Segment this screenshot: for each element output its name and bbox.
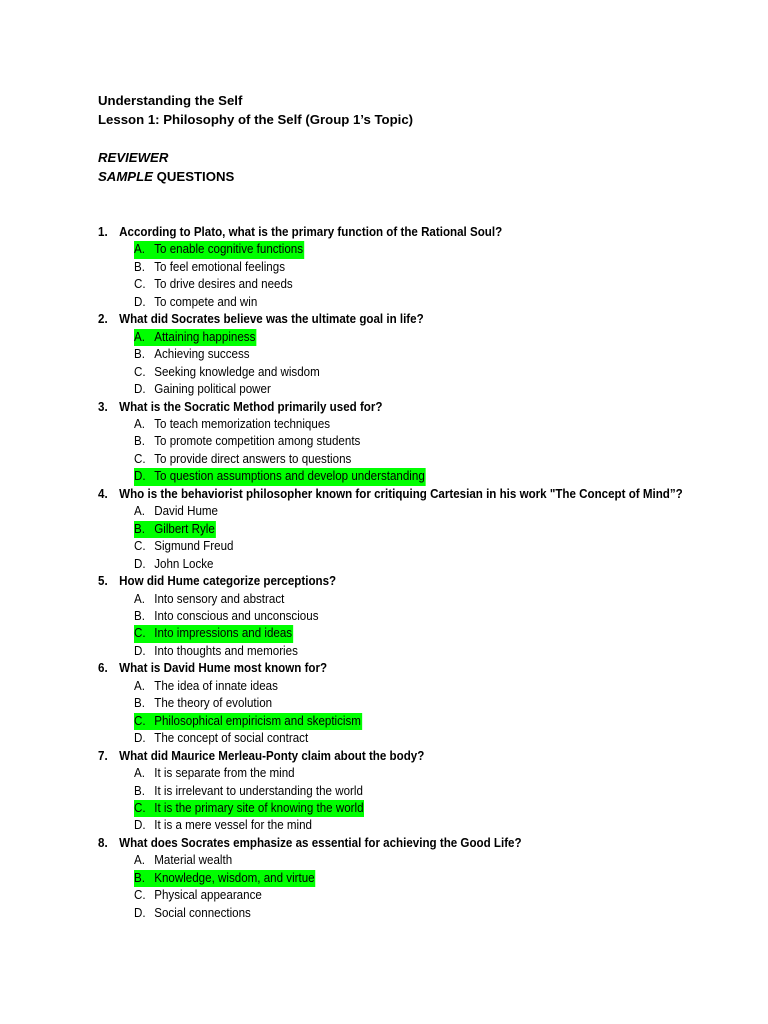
question-item [98,748,738,835]
answer-option-highlighted [134,521,690,538]
option-letter: D. [134,905,146,920]
answer-content [134,556,214,573]
answer-content [134,276,293,293]
question-stem [98,660,687,677]
header-spacer [98,129,413,148]
answer-option-highlighted [134,329,690,346]
question-text: What is the Socratic Method primarily used for? [119,399,383,414]
option-text: It is separate from the mind [154,766,295,781]
option-text: It is a mere vessel for the mind [154,818,313,833]
answer-option [134,730,690,747]
option-text: To feel emotional feelings [154,259,285,274]
answer-option [134,887,690,904]
option-text: Gilbert Ryle [154,521,215,536]
answer-option [134,381,690,398]
answer-content [134,591,284,608]
question-text: How did Hume categorize perceptions? [119,574,337,589]
answer-option [134,276,690,293]
question-number: 3. [98,399,108,414]
answer-option-highlighted [134,870,690,887]
question-list [98,224,738,922]
answer-option [134,905,690,922]
course-title: Understanding the Self [98,93,243,108]
answer-highlight [134,713,362,730]
option-text: The theory of evolution [154,696,273,711]
answer-option [134,538,690,555]
option-text: Attaining happiness [154,329,256,344]
option-letter: A. [134,329,145,344]
option-text: To provide direct answers to questions [154,451,352,466]
answer-content [134,381,271,398]
document-header [98,91,413,186]
option-letter: C. [134,713,146,728]
question-stem [98,748,687,765]
reviewer-label [98,148,413,167]
question-number: 5. [98,574,108,589]
answer-option [134,259,690,276]
answer-option [134,591,690,608]
answer-content [134,783,363,800]
option-text: The concept of social contract [154,731,309,746]
answer-content [134,346,250,363]
option-text: Sigmund Freud [154,539,234,554]
answer-option [134,643,690,660]
question-item [98,835,738,922]
answer-option [134,765,690,782]
answer-highlight [134,468,426,485]
option-letter: A. [134,853,145,868]
answer-options [98,591,738,661]
option-text: The idea of innate ideas [154,678,278,693]
question-item [98,399,738,486]
question-text: What does Socrates emphasize as essential for achieving the Good Life? [119,835,522,850]
question-item [98,573,738,660]
answer-content [134,817,312,834]
option-letter: A. [134,504,145,519]
answer-highlight [134,800,364,817]
answer-option [134,556,690,573]
option-letter: B. [134,259,145,274]
answer-content [134,730,308,747]
answer-option [134,433,690,450]
answer-content [134,643,298,660]
answer-content [134,905,251,922]
answer-highlight [134,625,293,642]
option-text: To promote competition among students [154,434,361,449]
answer-content [134,416,330,433]
option-text: Achieving success [154,347,250,362]
question-text: What is David Hume most known for? [119,661,328,676]
option-letter: C. [134,364,146,379]
answer-option [134,783,690,800]
answer-option [134,608,690,625]
answer-content [134,364,320,381]
option-text: It is irrelevant to understanding the world [154,783,363,798]
question-item [98,486,738,573]
answer-content [134,678,278,695]
answer-option [134,346,690,363]
option-letter: B. [134,783,145,798]
option-text: Seeking knowledge and wisdom [154,364,320,379]
lesson-title: Lesson 1: Philosophy of the Self (Group 1’s Topic) [98,112,414,127]
questions-word: QUESTIONS [152,169,235,184]
option-letter: A. [134,242,145,257]
answer-highlight [134,241,304,258]
option-letter: D. [134,469,146,484]
question-stem [98,486,687,503]
sample-questions-label [98,167,413,186]
answer-option [134,817,690,834]
option-text: Into thoughts and memories [154,643,298,658]
option-letter: C. [134,888,146,903]
option-text: Social connections [154,905,251,920]
question-number: 8. [98,835,108,850]
answer-options [98,329,738,399]
answer-content [134,765,295,782]
option-letter: C. [134,626,146,641]
answer-highlight [134,870,316,887]
question-item [98,660,738,747]
answer-option [134,852,690,869]
question-text: What did Maurice Merleau-Ponty claim about the body? [119,748,425,763]
answer-content [134,503,218,520]
answer-options [98,678,738,748]
answer-option-highlighted [134,625,690,642]
option-text: David Hume [154,504,218,519]
question-number: 4. [98,486,108,501]
answer-content [134,887,262,904]
question-stem [98,224,687,241]
answer-option-highlighted [134,468,690,485]
option-text: Physical appearance [154,888,262,903]
option-letter: B. [134,608,145,623]
answer-content [134,538,233,555]
answer-content [134,608,318,625]
answer-option-highlighted [134,713,690,730]
option-letter: A. [134,591,145,606]
answer-options [98,241,738,311]
option-letter: C. [134,539,146,554]
option-text: Into impressions and ideas [154,626,293,641]
answer-option [134,503,690,520]
option-letter: A. [134,416,145,431]
option-letter: D. [134,382,146,397]
answer-option [134,364,690,381]
option-letter: B. [134,696,145,711]
question-number: 6. [98,661,108,676]
option-letter: D. [134,818,146,833]
option-letter: A. [134,678,145,693]
answer-content [134,451,351,468]
option-text: Knowledge, wisdom, and virtue [154,870,315,885]
option-text: Into sensory and abstract [154,591,285,606]
option-text: Into conscious and unconscious [154,608,319,623]
answer-option [134,695,690,712]
option-text: To teach memorization techniques [154,416,331,431]
question-stem [98,399,687,416]
option-text: To enable cognitive functions [154,242,304,257]
answer-option [134,294,690,311]
option-letter: C. [134,451,146,466]
answer-content [134,695,272,712]
option-letter: B. [134,521,145,536]
option-text: To drive desires and needs [154,277,293,292]
answer-content [134,259,285,276]
question-number: 2. [98,312,108,327]
option-text: Material wealth [154,853,233,868]
question-number: 1. [98,225,108,239]
question-text: What did Socrates believe was the ultimate goal in life? [119,312,424,327]
question-text: According to Plato, what is the primary function of the Rational Soul? [119,225,503,239]
answer-option-highlighted [134,241,690,258]
answer-content [134,433,360,450]
option-letter: B. [134,347,145,362]
question-item [98,224,738,311]
answer-content [134,294,257,311]
answer-options [98,503,738,573]
sample-word: SAMPLE [98,169,153,184]
answer-option [134,678,690,695]
option-letter: C. [134,277,146,292]
answer-highlight [134,329,256,346]
option-letter: C. [134,800,146,815]
answer-option [134,416,690,433]
option-text: Philosophical empiricism and skepticism [154,713,361,728]
option-letter: A. [134,766,145,781]
option-letter: B. [134,434,145,449]
option-letter: D. [134,643,146,658]
option-text: It is the primary site of knowing the world [154,800,364,815]
question-stem [98,573,687,590]
answer-option [134,451,690,468]
question-number: 7. [98,748,108,763]
answer-option-highlighted [134,800,690,817]
question-stem [98,311,687,328]
option-text: To compete and win [154,294,258,309]
option-text: To question assumptions and develop understanding [154,469,425,484]
answer-highlight [134,521,216,538]
option-letter: D. [134,294,146,309]
option-text: John Locke [154,556,214,571]
answer-options [98,416,738,486]
option-letter: D. [134,556,146,571]
option-letter: D. [134,731,146,746]
option-text: Gaining political power [154,382,271,397]
option-letter: B. [134,870,145,885]
reviewer-word: REVIEWER [98,150,169,165]
question-stem [98,835,687,852]
answer-options [98,765,738,835]
question-text: Who is the behaviorist philosopher known for critiquing Cartesian in his work "The Concept of Mind”? [119,486,683,501]
question-item [98,311,738,398]
answer-options [98,852,738,922]
answer-content [134,852,232,869]
